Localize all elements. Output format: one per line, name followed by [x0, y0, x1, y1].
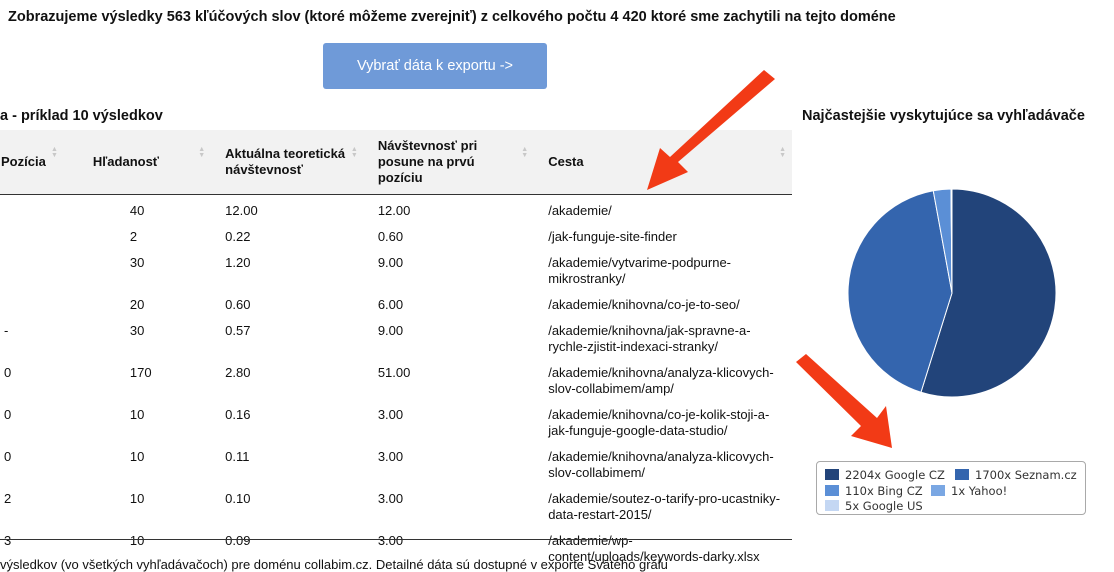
- table-row: [0, 318, 792, 360]
- legend-label: 110x Bing CZ: [845, 484, 923, 498]
- table-header-row: [0, 130, 792, 195]
- position-cell: [0, 250, 64, 292]
- sort-icon: ▲ ▼: [779, 146, 786, 159]
- chart-title: Najčastejšie vyskytujúce sa vyhľadávače: [802, 108, 1085, 124]
- sort-icon: ▲ ▼: [350, 146, 358, 159]
- potential-traffic-cell: 3.00: [377, 533, 404, 548]
- legend-swatch-icon: [955, 469, 969, 480]
- table-bottom-border: [0, 539, 792, 540]
- table-title: a - príklad 10 výsledkov: [0, 108, 163, 124]
- path-cell: /akademie/soutez-o-tarify-pro-ucastniky-data-restart-2015/: [548, 491, 781, 522]
- current-traffic-cell: 1.20: [225, 255, 251, 270]
- search-volume-cell: 170: [129, 365, 152, 380]
- search-volume-cell: 10: [129, 491, 145, 506]
- column-header-search-volume[interactable]: Hľadanosť ▲ ▼: [64, 130, 211, 195]
- potential-traffic-cell: 0.60: [377, 229, 404, 244]
- legend-item[interactable]: [931, 484, 1007, 498]
- results-table: [0, 130, 792, 570]
- current-traffic-cell: 0.60: [225, 297, 251, 312]
- position-cell: 2: [4, 491, 12, 506]
- legend-swatch-icon: [825, 485, 839, 496]
- search-volume-cell: 30: [129, 255, 145, 270]
- path-cell: /akademie/knihovna/analyza-klicovych-slov-collabimem/: [548, 449, 774, 480]
- search-volume-cell: 10: [129, 407, 145, 422]
- potential-traffic-cell: 6.00: [377, 297, 404, 312]
- column-header-path[interactable]: Cesta ▲ ▼: [534, 130, 792, 195]
- legend-label: 1700x Seznam.cz: [975, 468, 1077, 482]
- path-cell: /akademie/wp-content/uploads/keywords-darky.xlsx: [548, 533, 760, 564]
- current-traffic-cell: 0.10: [225, 491, 251, 506]
- current-traffic-cell: 12.00: [225, 203, 258, 218]
- position-cell: 0: [4, 365, 12, 380]
- table-row: [0, 224, 792, 250]
- path-cell: /akademie/: [548, 203, 612, 218]
- sort-icon: ▲ ▼: [198, 146, 206, 159]
- current-traffic-cell: 0.11: [225, 449, 250, 464]
- legend-swatch-icon: [825, 469, 839, 480]
- current-traffic-cell: 2.80: [225, 365, 251, 380]
- position-cell: [0, 292, 64, 318]
- current-traffic-cell: 0.57: [225, 323, 251, 338]
- search-volume-cell: 20: [129, 297, 145, 312]
- path-cell: /akademie/knihovna/jak-spravne-a-rychle-zjistit-indexaci-stranky/: [548, 323, 751, 354]
- search-volume-cell: 40: [129, 203, 145, 218]
- sort-icon: ▲ ▼: [50, 146, 58, 159]
- legend-label: 1x Yahoo!: [951, 484, 1008, 498]
- search-volume-cell: 2: [129, 229, 138, 244]
- legend-swatch-icon: [825, 500, 839, 511]
- current-traffic-cell: 0.09: [225, 533, 251, 548]
- legend-label: 2204x Google CZ: [845, 468, 945, 482]
- chart-legend: [816, 461, 1086, 515]
- table-row: [0, 486, 792, 528]
- export-button[interactable]: Vybrať dáta k exportu ->: [323, 43, 547, 89]
- position-cell: 0: [4, 407, 12, 422]
- table-row: [0, 444, 792, 486]
- table-row: [0, 250, 792, 292]
- search-volume-cell: 10: [129, 533, 145, 548]
- search-engine-pie-chart: [842, 187, 1062, 407]
- position-cell: [0, 195, 64, 225]
- legend-item[interactable]: [825, 484, 923, 498]
- column-header-potential-traffic[interactable]: Návštevnosť pri posune na prvú pozíciu ▲ ▼: [364, 130, 534, 195]
- position-cell: 3: [4, 533, 12, 548]
- potential-traffic-cell: 51.00: [377, 365, 411, 380]
- column-header-current-traffic[interactable]: Aktuálna teoretická návštevnosť ▲ ▼: [211, 130, 364, 195]
- potential-traffic-cell: 9.00: [377, 323, 404, 338]
- legend-item[interactable]: [825, 499, 923, 513]
- position-cell: [0, 224, 64, 250]
- legend-swatch-icon: [931, 485, 945, 496]
- table-row: [0, 402, 792, 444]
- table-row: [0, 195, 792, 225]
- path-cell: /akademie/vytvarime-podpurne-mikrostranky/: [548, 255, 732, 286]
- search-volume-cell: 30: [129, 323, 145, 338]
- path-cell: /jak-funguje-site-finder: [548, 229, 677, 244]
- position-cell: -: [4, 323, 9, 338]
- path-cell: /akademie/knihovna/co-je-to-seo/: [548, 297, 740, 312]
- potential-traffic-cell: 3.00: [377, 407, 404, 422]
- table-row: [0, 360, 792, 402]
- current-traffic-cell: 0.16: [225, 407, 251, 422]
- legend-item[interactable]: [825, 468, 945, 482]
- position-cell: 0: [4, 449, 12, 464]
- column-header-position[interactable]: Pozícia ▲ ▼: [0, 130, 64, 195]
- potential-traffic-cell: 9.00: [377, 255, 404, 270]
- path-cell: /akademie/knihovna/co-je-kolik-stoji-a-jak-funguje-google-data-studio/: [548, 407, 770, 438]
- potential-traffic-cell: 12.00: [377, 203, 411, 218]
- page-headline: Zobrazujeme výsledky 563 kľúčových slov (ktoré môžeme zverejniť) z celkového počtu 4 420 ktoré sme zachytili na tejto doméne: [8, 9, 896, 25]
- sort-icon: ▲ ▼: [521, 146, 529, 159]
- legend-label: 5x Google US: [845, 499, 923, 513]
- search-volume-cell: 10: [129, 449, 145, 464]
- path-cell: /akademie/knihovna/analyza-klicovych-slov-collabimem/amp/: [548, 365, 774, 396]
- legend-item[interactable]: [955, 468, 1077, 482]
- footer-text: výsledkov (vo všetkých vyhľadávačoch) pre doménu collabim.cz. Detailné dáta sú dostupné v exporte Svätého grálu: [0, 557, 668, 572]
- table-row: [0, 292, 792, 318]
- current-traffic-cell: 0.22: [225, 229, 251, 244]
- potential-traffic-cell: 3.00: [377, 449, 404, 464]
- potential-traffic-cell: 3.00: [377, 491, 404, 506]
